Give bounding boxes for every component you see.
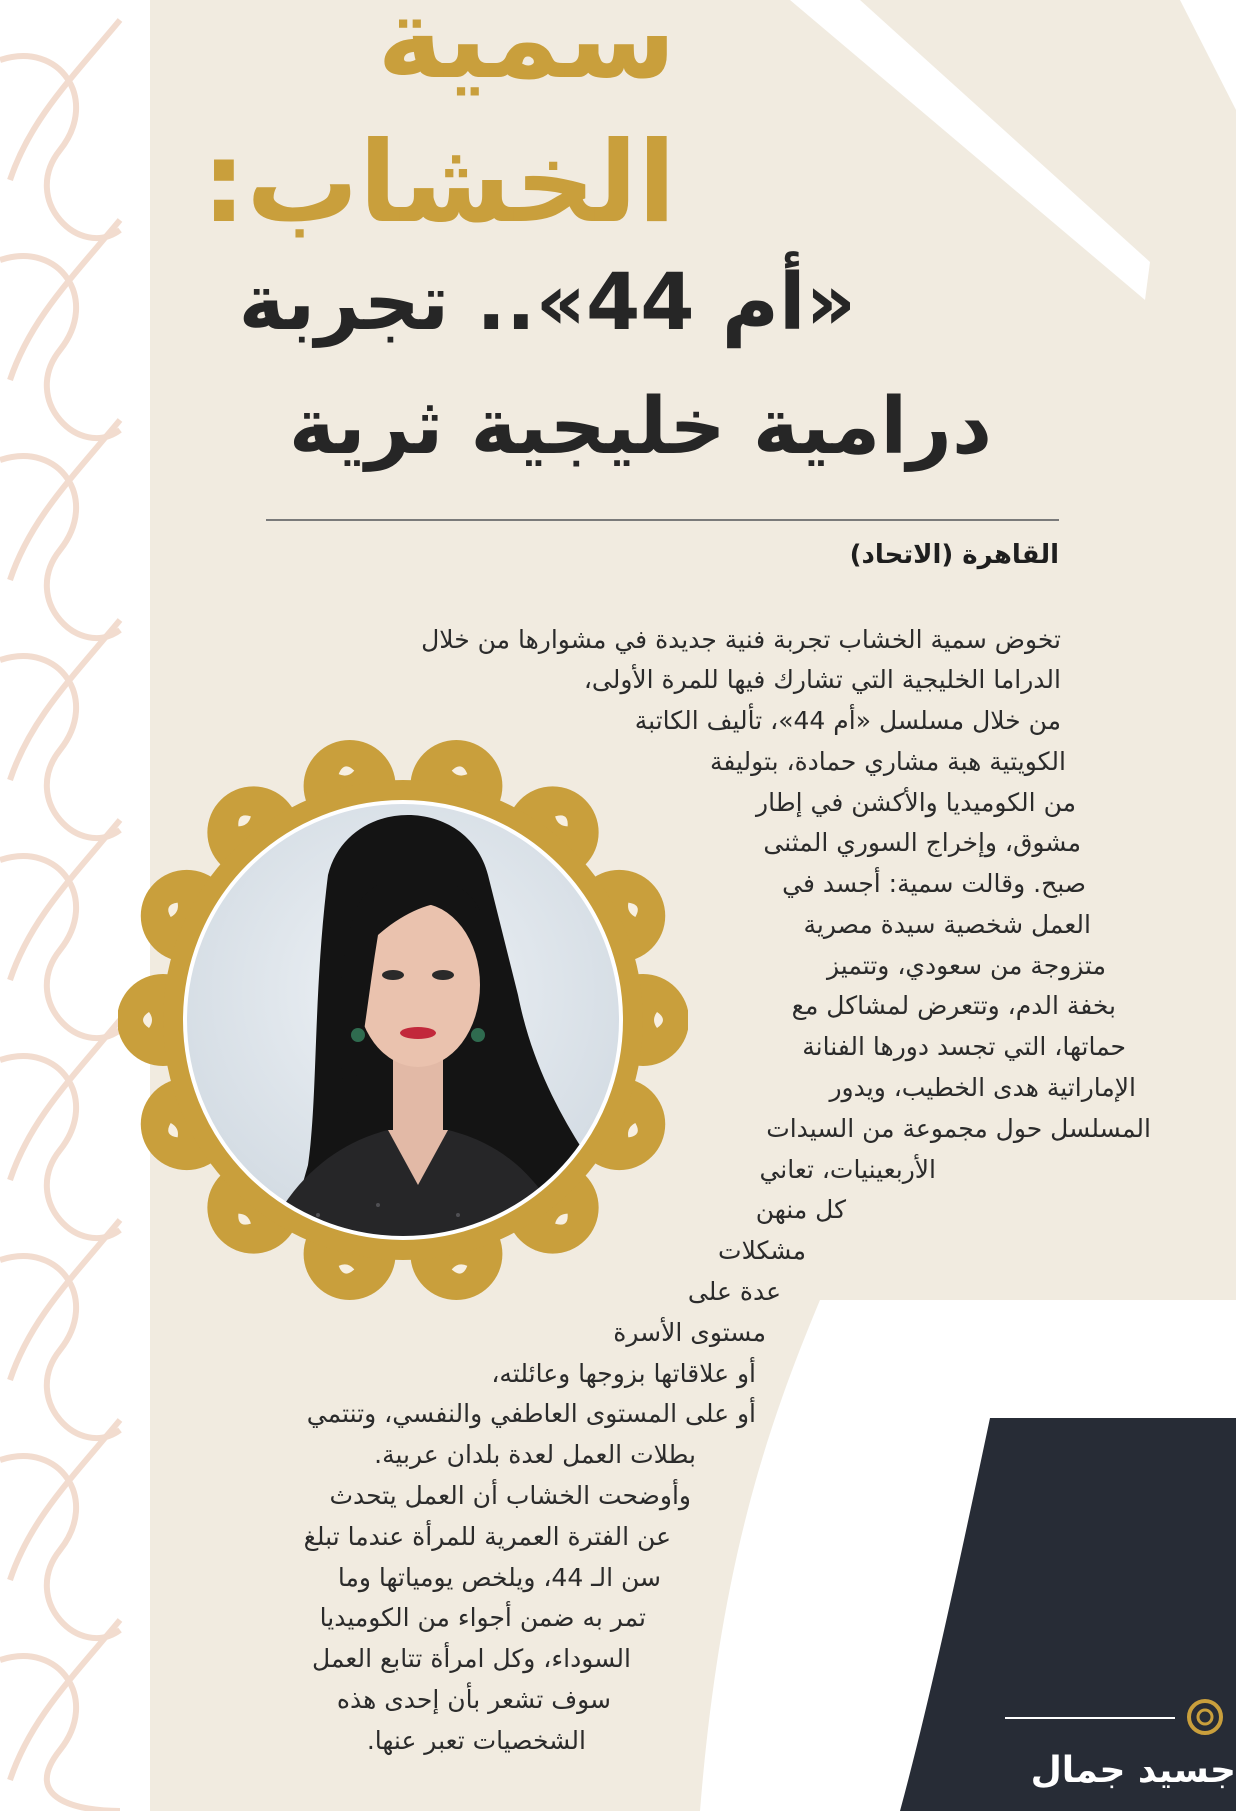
body-line: تمر به ضمن أجواء من الكوميديا <box>319 1603 646 1632</box>
title-line-2: الخشاب: <box>201 118 676 248</box>
body-line: عدة على <box>687 1277 781 1306</box>
body-line: كل منهن <box>755 1195 846 1224</box>
portrait-frame <box>118 735 688 1305</box>
body-line: من خلال مسلسل «أم 44»، تأليف الكاتبة <box>634 706 1061 735</box>
body-line: السوداء، وكل امرأة تتابع العمل <box>312 1644 631 1673</box>
body-line: سوف تشعر بأن إحدى هذه <box>336 1685 611 1714</box>
body-line: مشكلات <box>718 1236 806 1265</box>
body-line: متزوجة من سعودي، وتتميز <box>827 951 1106 980</box>
subtitle-line-1: «أم 44».. تجربة <box>238 258 856 348</box>
body-line: بطلات العمل لعدة بلدان عربية. <box>374 1440 696 1469</box>
body-line: وأوضحت الخشاب أن العمل يتحدث <box>329 1481 691 1510</box>
title-line-1: سمية <box>377 0 676 104</box>
headline-divider <box>266 519 1059 521</box>
body-line: الإماراتية هدى الخطيب، ويدور <box>829 1073 1136 1102</box>
author-name: جسيد جمال <box>1030 1750 1236 1791</box>
body-line: من الكوميديا والأكشن في إطار <box>756 788 1076 817</box>
pattern-decoration <box>0 20 120 1811</box>
body-line: حماتها، التي تجسد دورها الفنانة <box>802 1032 1126 1061</box>
byline: القاهرة (الاتحاد) <box>849 540 1059 570</box>
body-line: أو على المستوى العاطفي والنفسي، وتنتمي <box>306 1399 756 1428</box>
body-line: المسلسل حول مجموعة من السيدات <box>766 1114 1151 1143</box>
body-line: عن الفترة العمرية للمرأة عندما تبلغ <box>303 1522 671 1551</box>
body-line: العمل شخصية سيدة مصرية <box>803 910 1091 939</box>
body-line: الأربعينيات، تعاني <box>759 1155 936 1184</box>
body-line: الدراما الخليجية التي تشارك فيها للمرة الأولى، <box>583 665 1061 694</box>
body-line: سن الـ 44، ويلخص يومياتها وما <box>337 1563 661 1592</box>
body-line: صبح. وقالت سمية: أجسد في <box>782 869 1086 898</box>
body-line: الكويتية هبة مشاري حمادة، بتوليفة <box>709 747 1066 776</box>
body-line: الشخصيات تعبر عنها. <box>366 1726 586 1755</box>
subtitle-line-2: درامية خليجية ثرية <box>288 382 992 472</box>
body-line: مستوى الأسرة <box>613 1318 766 1347</box>
body-line: تخوض سمية الخشاب تجربة فنية جديدة في مشوارها من خلال <box>421 625 1061 654</box>
body-line: أو علاقاتها بزوجها وعائلته، <box>491 1359 756 1388</box>
portrait-image <box>118 735 688 1305</box>
body-line: بخفة الدم، وتتعرض لمشاكل مع <box>791 991 1116 1020</box>
body-line: مشوق، وإخراج السوري المثنى <box>763 828 1081 857</box>
